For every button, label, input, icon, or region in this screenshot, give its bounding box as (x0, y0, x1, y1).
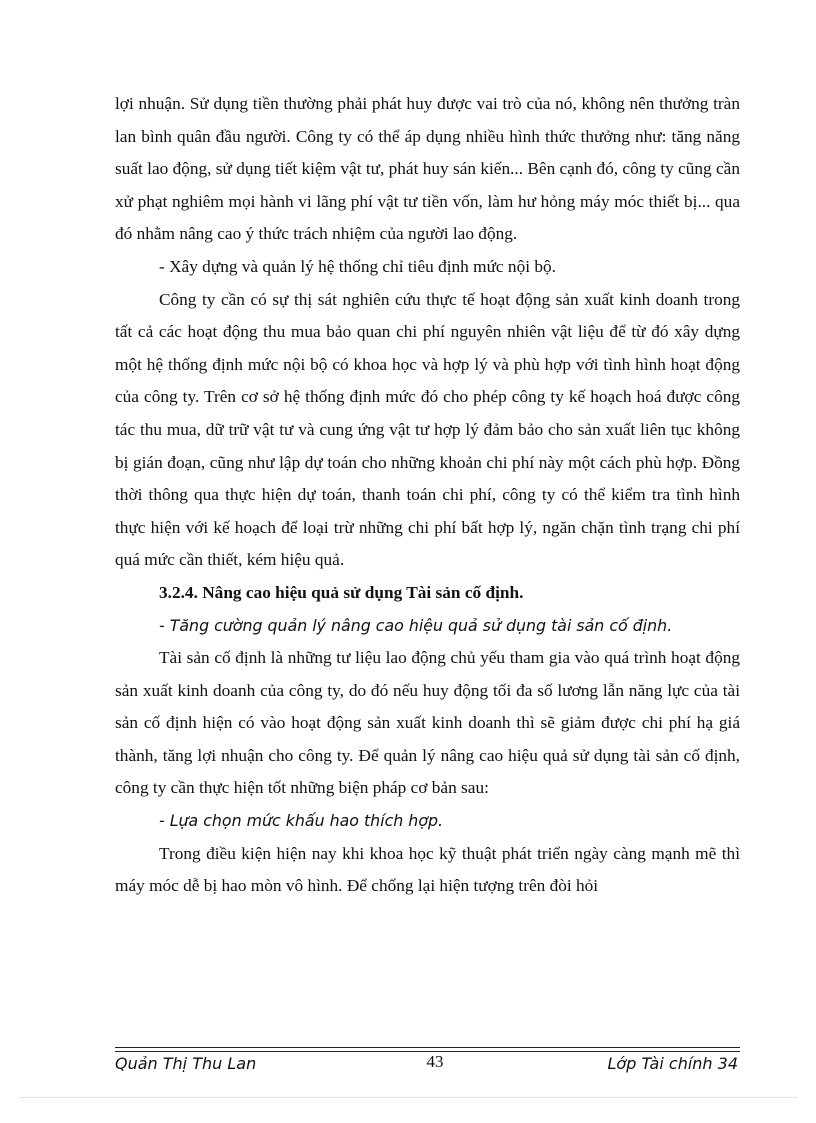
body-text (115, 88, 740, 903)
bullet-internal-norms: - Xây dựng và quản lý hệ thống chỉ tiêu định mức nội bộ. (159, 256, 556, 276)
section-heading: 3.2.4. Nâng cao hiệu quả sử dụng Tài sản cố định. (159, 582, 524, 602)
footer-author: Quản Thị Thu Lan (115, 1054, 257, 1073)
page-number: 43 (426, 1052, 444, 1071)
footer-divider (115, 1047, 740, 1048)
paragraph-fixed-assets: Tài sản cố định là những tư liệu lao động chủ yếu tham gia vào quá trình hoạt động sản xuất kinh doanh của công ty, do đó nếu huy động tối đa số lương lẫn năng lực của tài sản cố định hiện có vào hoạt động sản xuất kinh doanh thì sẽ giảm được chi phí hạ giá thành, tăng lợi nhuận cho công ty. Để quản lý nâng cao hiệu quả sử dụng tài sản cố định, công ty cần thực hiện tốt những biện pháp cơ bản sau: (115, 648, 740, 798)
page-bottom-border (20, 1097, 796, 1098)
bullet-depreciation: - Lựa chọn mức khấu hao thích hợp. (159, 811, 444, 831)
bullet-fixed-asset-management: - Tăng cường quản lý nâng cao hiệu quả sử dụng tài sản cố định. (159, 615, 673, 635)
paragraph-norms: Công ty cần có sự thị sát nghiên cứu thực tế hoạt động sản xuất kinh doanh trong tất cả các hoạt động thu mua bảo quan chi phí nguyên nhiên vật liệu để từ đó xây dựng một hệ thống định mức nội bộ có khoa học và hợp lý và phù hợp với tình hình hoạt động của công ty. Trên cơ sở hệ thống định mức đó cho phép công ty kế hoạch hoá được công tác thu mua, dữ trữ vật tư và cung ứng vật tư hợp lý đảm bảo cho sản xuất liên tục không bị gián đoạn, cũng như lập dự toán cho những khoản chi phí này một cách phù hợp. Đồng thời thông qua thực hiện dự toán, thanh toán chi phí, công ty có thể kiểm tra tình hình thực hiện với kế hoạch để loại trừ những chi phí bất hợp lý, ngăn chặn tình trạng chi phí quá mức cần thiết, kém hiệu quả. (115, 289, 740, 570)
footer-class: Lớp Tài chính 34 (607, 1054, 738, 1073)
paragraph-bonus: lợi nhuận. Sử dụng tiền thường phải phát huy được vai trò của nó, không nên thưởng tràn lan bình quân đầu người. Công ty có thể áp dụng nhiều hình thức thưởng như: tăng năng suất lao động, sử dụng tiết kiệm vật tư, phát huy sán kiến... Bên cạnh đó, công ty cũng cần xử phạt nghiêm mọi hành vi lãng phí vật tư tiền vốn, làm hư hỏng máy móc thiết bị... qua đó nhằm nâng cao ý thức trách nhiệm của người lao động. (115, 94, 740, 244)
paragraph-technology: Trong điều kiện hiện nay khi khoa học kỹ thuật phát triển ngày càng mạnh mẽ thì máy móc dễ bị hao mòn vô hình. Để chống lại hiện tượng trên đòi hỏi (115, 843, 740, 896)
